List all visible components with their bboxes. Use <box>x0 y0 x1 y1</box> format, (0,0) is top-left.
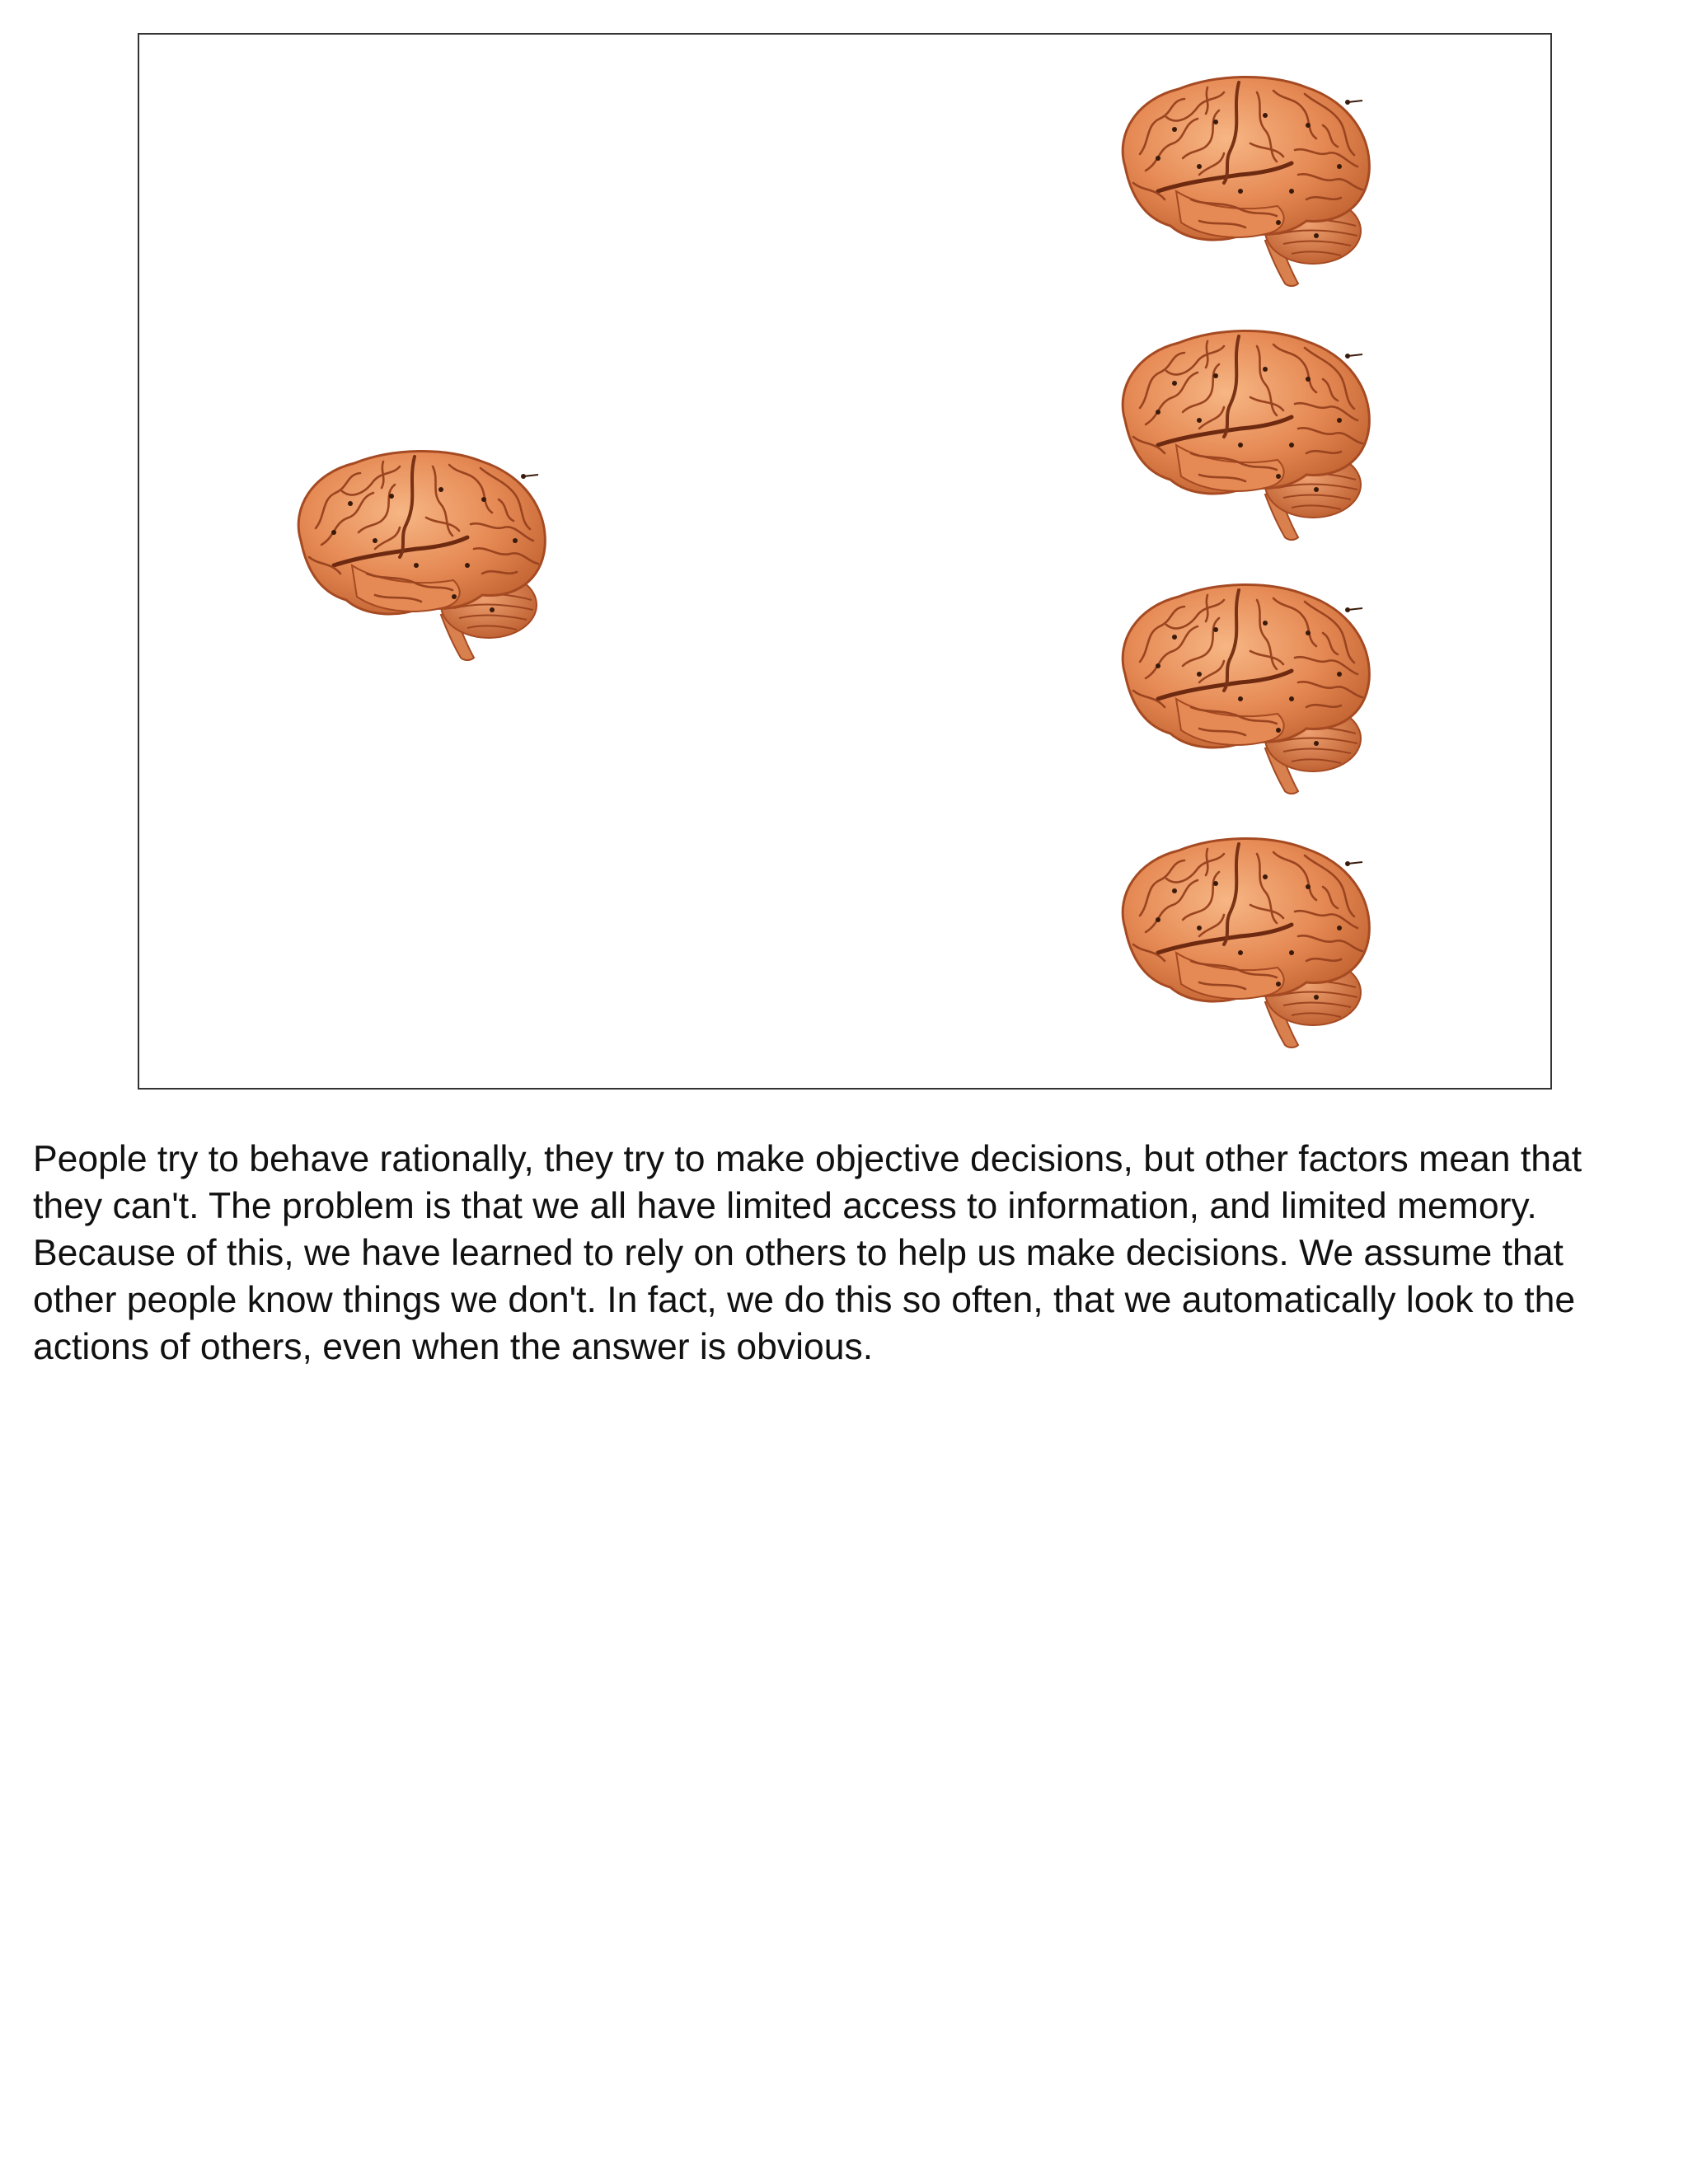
brain-icon <box>1100 321 1381 544</box>
group-brain-2 <box>1100 321 1381 544</box>
brain-icon <box>1100 575 1381 798</box>
group-brain-4 <box>1100 829 1381 1052</box>
brain-icon <box>1100 68 1381 290</box>
group-brain-1 <box>1100 68 1381 290</box>
single-brain <box>276 442 556 664</box>
slide-frame <box>138 33 1552 1090</box>
brain-icon <box>276 442 556 664</box>
group-brain-3 <box>1100 575 1381 798</box>
brain-icon <box>1100 829 1381 1052</box>
speaker-notes: People try to behave rationally, they try to make objective decisions, but other factors mean that they can't. The problem is that we all have limited access to information, and limited memory. Because of this, we have learned to rely on others to help us make decisions. We assume that other people know things we don't. In fact, we do this so often, that we automatically look to the actions of others, even when the answer is obvious. <box>33 1139 1582 1367</box>
